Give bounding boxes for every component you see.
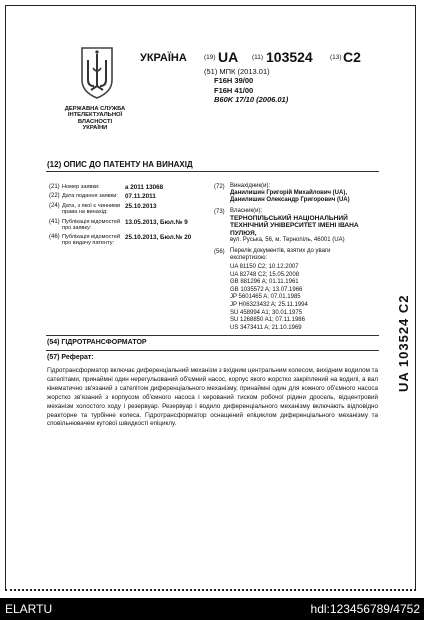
reference-item: GB 881296 A; 01.11.1961 xyxy=(230,279,299,286)
field-label: Номер заявки: xyxy=(62,184,100,190)
divider xyxy=(46,335,379,336)
agency-line: ДЕРЖАВНА СЛУЖБА xyxy=(64,106,126,112)
reference-item: SU 458994 A1; 30.01.1975 xyxy=(230,309,303,316)
owner-name: ТЕРНОПІЛЬСЬКИЙ НАЦІОНАЛЬНИЙ xyxy=(230,215,348,223)
field-value: a 2011 13068 xyxy=(125,184,164,191)
trident-coat-of-arms-icon xyxy=(80,46,114,100)
field-code: (56) xyxy=(214,249,225,255)
reference-item: US 3473411 A; 21.10.1969 xyxy=(230,324,302,331)
ipc-classification xyxy=(204,67,288,104)
references-label-line: Перелік документів, взятих до уваги xyxy=(230,248,331,254)
inid-code-13: (13) xyxy=(330,54,342,61)
patent-number: 103524 xyxy=(266,49,313,65)
divider xyxy=(46,350,379,351)
ipc-line: F16H 39/00 xyxy=(214,76,254,86)
document-title: (12) ОПИС ДО ПАТЕНТУ НА ВИНАХІД xyxy=(47,160,193,169)
footer-handle: hdl:123456789/4752 xyxy=(310,602,420,616)
owner-block xyxy=(230,208,359,244)
divider xyxy=(46,171,379,172)
inventors-block xyxy=(230,183,350,205)
abstract-text: Гідротрансформатор включає диференціальний механізм з вхідним центральним колесом, вихідним водилом та сателітами, принаймні один нерегульований об'ємний насос, корпус якого жорстко закріплений на водилі, а вал кінематично зв'язаний з сателітом диференціального механізму, принаймні один для кожного об'ємного насоса жорстко зв'язаний з корпусом об'ємного насоса і керований тиском робочої рідини дросель, відцентровий механізм холостого ходу і резервуар. Резервуар і водило диференціального механізму включають відповідно реакторне та турбінне колеса. Гідротрансформатор оснащений епіциклом диференціального механізму та сповільнювачем кутової швидкості епіциклу. xyxy=(47,367,378,428)
field-code: (73) xyxy=(214,209,225,215)
agency-name xyxy=(62,106,128,132)
reference-item: GB 1035572 A; 13.07.1966 xyxy=(230,286,303,293)
field-value: 13.05.2013, Бюл.№ 9 xyxy=(125,219,188,226)
ipc-line: B60K 17/10 (2006.01) xyxy=(214,94,289,104)
inventors-label: Винахідник(и): xyxy=(230,183,271,189)
reference-item: UA 81150 C2; 10.12.2007 xyxy=(230,264,299,270)
owner-name: ТЕХНІЧНИЙ УНІВЕРСИТЕТ ІМЕНІ ІВАНА xyxy=(230,222,359,230)
country-name: УКРАЇНА xyxy=(140,52,187,64)
inid-code-19: (19) xyxy=(204,54,216,61)
field-code: (41) xyxy=(49,219,60,225)
abstract-heading: (57) Реферат: xyxy=(47,354,94,361)
reference-item: SU 1268850 A1; 07.11.1986 xyxy=(230,317,305,324)
ipc-line: F16H 41/00 xyxy=(214,85,254,95)
field-label: Публікація відомостей про заявку: xyxy=(62,219,121,231)
reference-item: JP 5601465 A; 07.01.1985 xyxy=(230,294,301,301)
kind-code: C2 xyxy=(343,49,361,65)
agency-line: ІНТЕЛЕКТУАЛЬНОЇ xyxy=(67,112,123,119)
field-code: (22) xyxy=(49,193,60,199)
owner-label: Власник(и): xyxy=(230,208,263,214)
country-code: UA xyxy=(218,49,239,65)
invention-title: (54) ГІДРОТРАНСФОРМАТОР xyxy=(47,339,147,346)
agency-line: УКРАЇНИ xyxy=(82,125,108,132)
inid-code-11: (11) xyxy=(252,54,264,61)
field-label: Публікація відомостей про видачу патенту: xyxy=(62,234,121,246)
ipc-line: (51) МПК (2013.01) xyxy=(204,67,270,76)
references-list xyxy=(230,264,308,332)
inventor-name: Данилишин Григорій Михайлович (UA), xyxy=(230,190,348,197)
field-value: 25.10.2013 xyxy=(125,203,157,210)
field-code: (24) xyxy=(49,203,60,209)
reference-item: UA 82748 C2; 15.05.2008 xyxy=(230,271,300,278)
references-label xyxy=(230,248,330,262)
field-code: (72) xyxy=(214,184,225,190)
reference-item: JP H06323432 A; 25.11.1994 xyxy=(230,301,308,308)
agency-line: ВЛАСНОСТІ xyxy=(77,118,113,125)
footer-source: ELARTU xyxy=(5,602,53,616)
field-code: (46) xyxy=(49,234,60,240)
footer-bar xyxy=(0,598,424,620)
side-patent-label: UA 103524 C2 xyxy=(396,294,411,392)
field-label: Дата, з якої є чинними права на винахід: xyxy=(62,203,121,215)
field-label: Дата подання заявки: xyxy=(62,193,118,199)
field-value: 07.11.2011 xyxy=(125,193,156,200)
field-value: 25.10.2013, Бюл.№ 20 xyxy=(125,234,192,241)
field-code: (21) xyxy=(49,184,60,190)
references-label-line: експертизою: xyxy=(230,255,268,262)
owner-name: ПУЛЮЯ, xyxy=(230,229,257,237)
inventor-name: Данилишин Олександр Григорович (UA) xyxy=(230,197,350,204)
owner-address: вул. Руська, 56, м. Тернопіль, 46001 (UA) xyxy=(230,236,345,243)
